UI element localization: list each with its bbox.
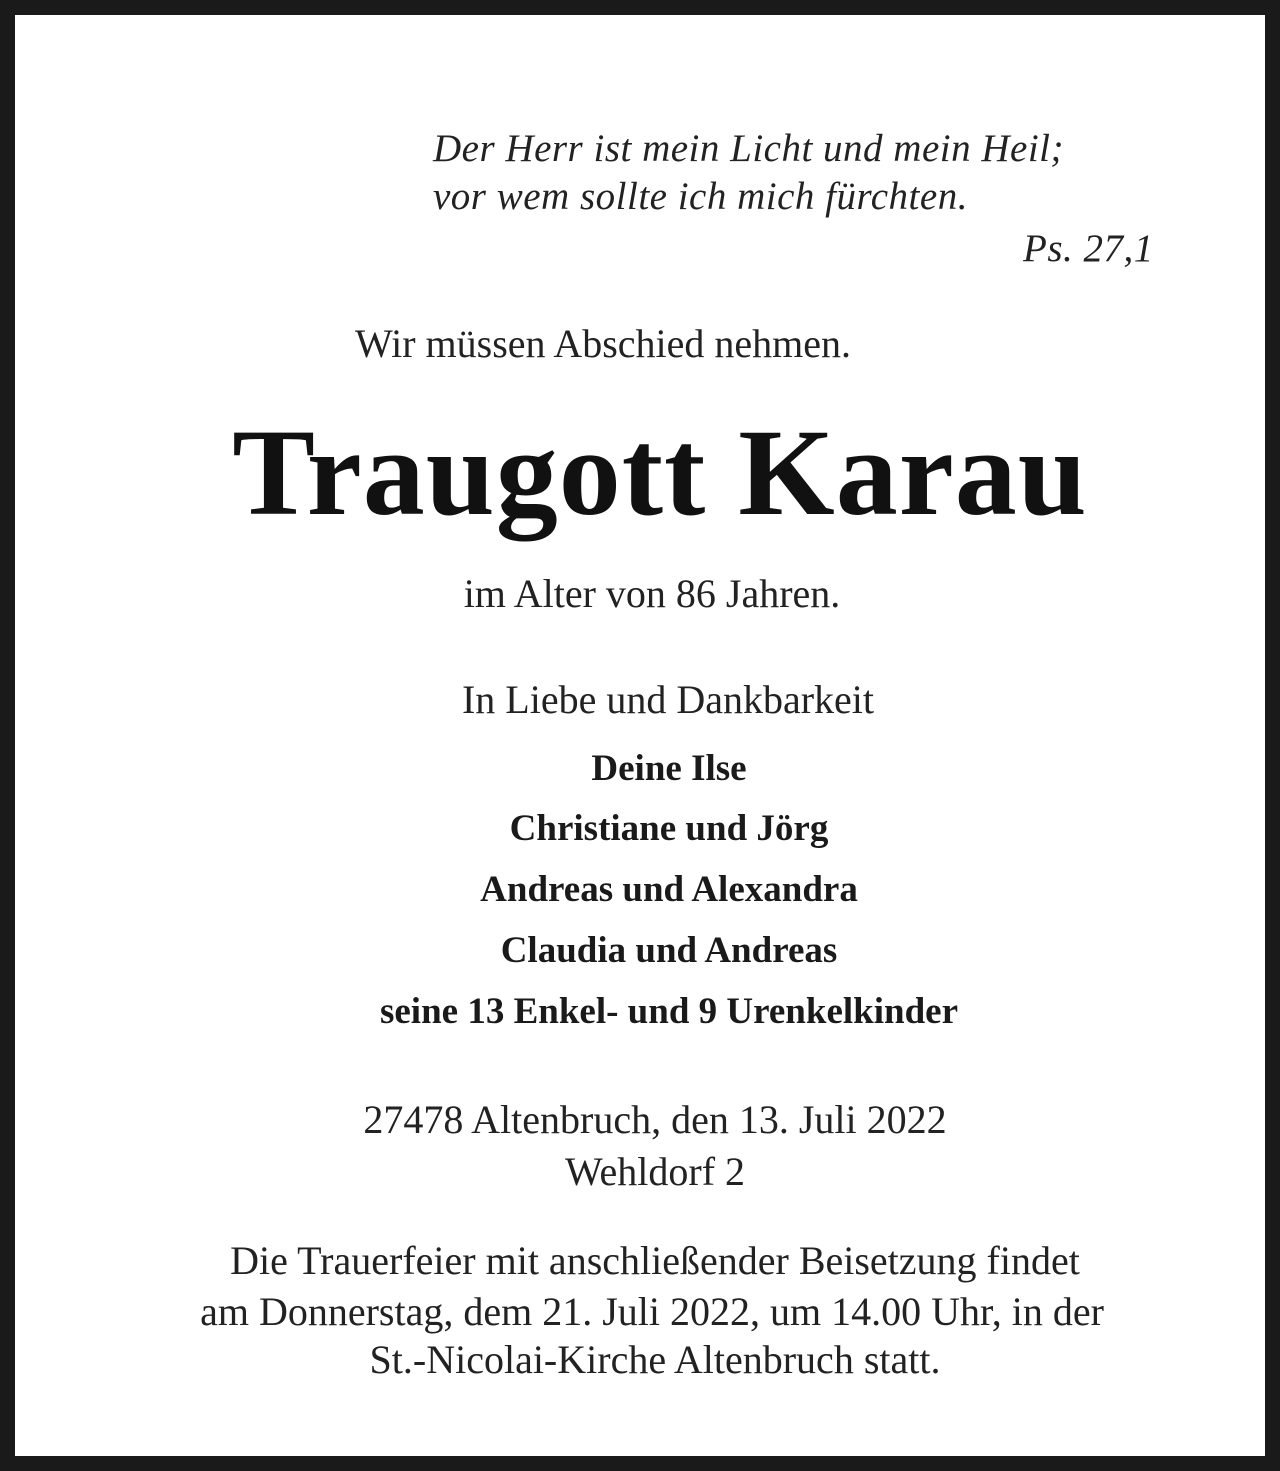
service-line-2 xyxy=(15,1289,1280,1334)
motto-line-2: vor wem sollte ich mich fürchten. xyxy=(433,175,968,218)
service-line-1-label: Die Trauerfeier mit anschließender Beisetzung findet xyxy=(230,1238,1080,1283)
service-line-1 xyxy=(15,1238,1280,1283)
motto-reference: Ps. 27,1 xyxy=(1023,227,1154,270)
address xyxy=(15,1149,1280,1194)
closing-phrase-label: In Liebe und Dankbarkeit xyxy=(461,677,875,722)
service-line-3-label: St.-Nicolai-Kirche Altenbruch statt. xyxy=(369,1337,941,1382)
mourner-1-label: Deine Ilse xyxy=(591,748,747,789)
service-line-2-label: am Donnerstag, dem 21. Juli 2022, um 14.00 Uhr, in der xyxy=(200,1289,1104,1334)
intro-text xyxy=(15,321,1280,366)
mourner-5-label: seine 13 Enkel- und 9 Urenkelkinder xyxy=(379,991,959,1032)
deceased-name-label: Traugott Karau xyxy=(232,404,1088,541)
closing-phrase xyxy=(15,677,1280,722)
service-line-3 xyxy=(15,1337,1280,1382)
age-line-label: im Alter von 86 Jahren. xyxy=(463,571,841,616)
deceased-name xyxy=(15,404,1280,541)
address-label: Wehldorf 2 xyxy=(564,1149,746,1194)
intro-text-label: Wir müssen Abschied nehmen. xyxy=(354,321,852,366)
place-date xyxy=(15,1097,1280,1142)
motto-line-1: Der Herr ist mein Licht und mein Heil; xyxy=(433,127,1065,170)
mourner-2 xyxy=(15,810,1280,847)
mourner-4-label: Claudia und Andreas xyxy=(500,930,838,971)
mourner-4 xyxy=(15,932,1280,969)
mourner-5 xyxy=(15,993,1280,1030)
mourner-3-label: Andreas und Alexandra xyxy=(480,869,858,910)
mourner-3 xyxy=(15,871,1280,908)
age-line xyxy=(15,571,1280,616)
place-date-label: 27478 Altenbruch, den 13. Juli 2022 xyxy=(363,1097,947,1142)
mourner-1 xyxy=(15,750,1280,787)
mourner-2-label: Christiane und Jörg xyxy=(509,808,829,849)
